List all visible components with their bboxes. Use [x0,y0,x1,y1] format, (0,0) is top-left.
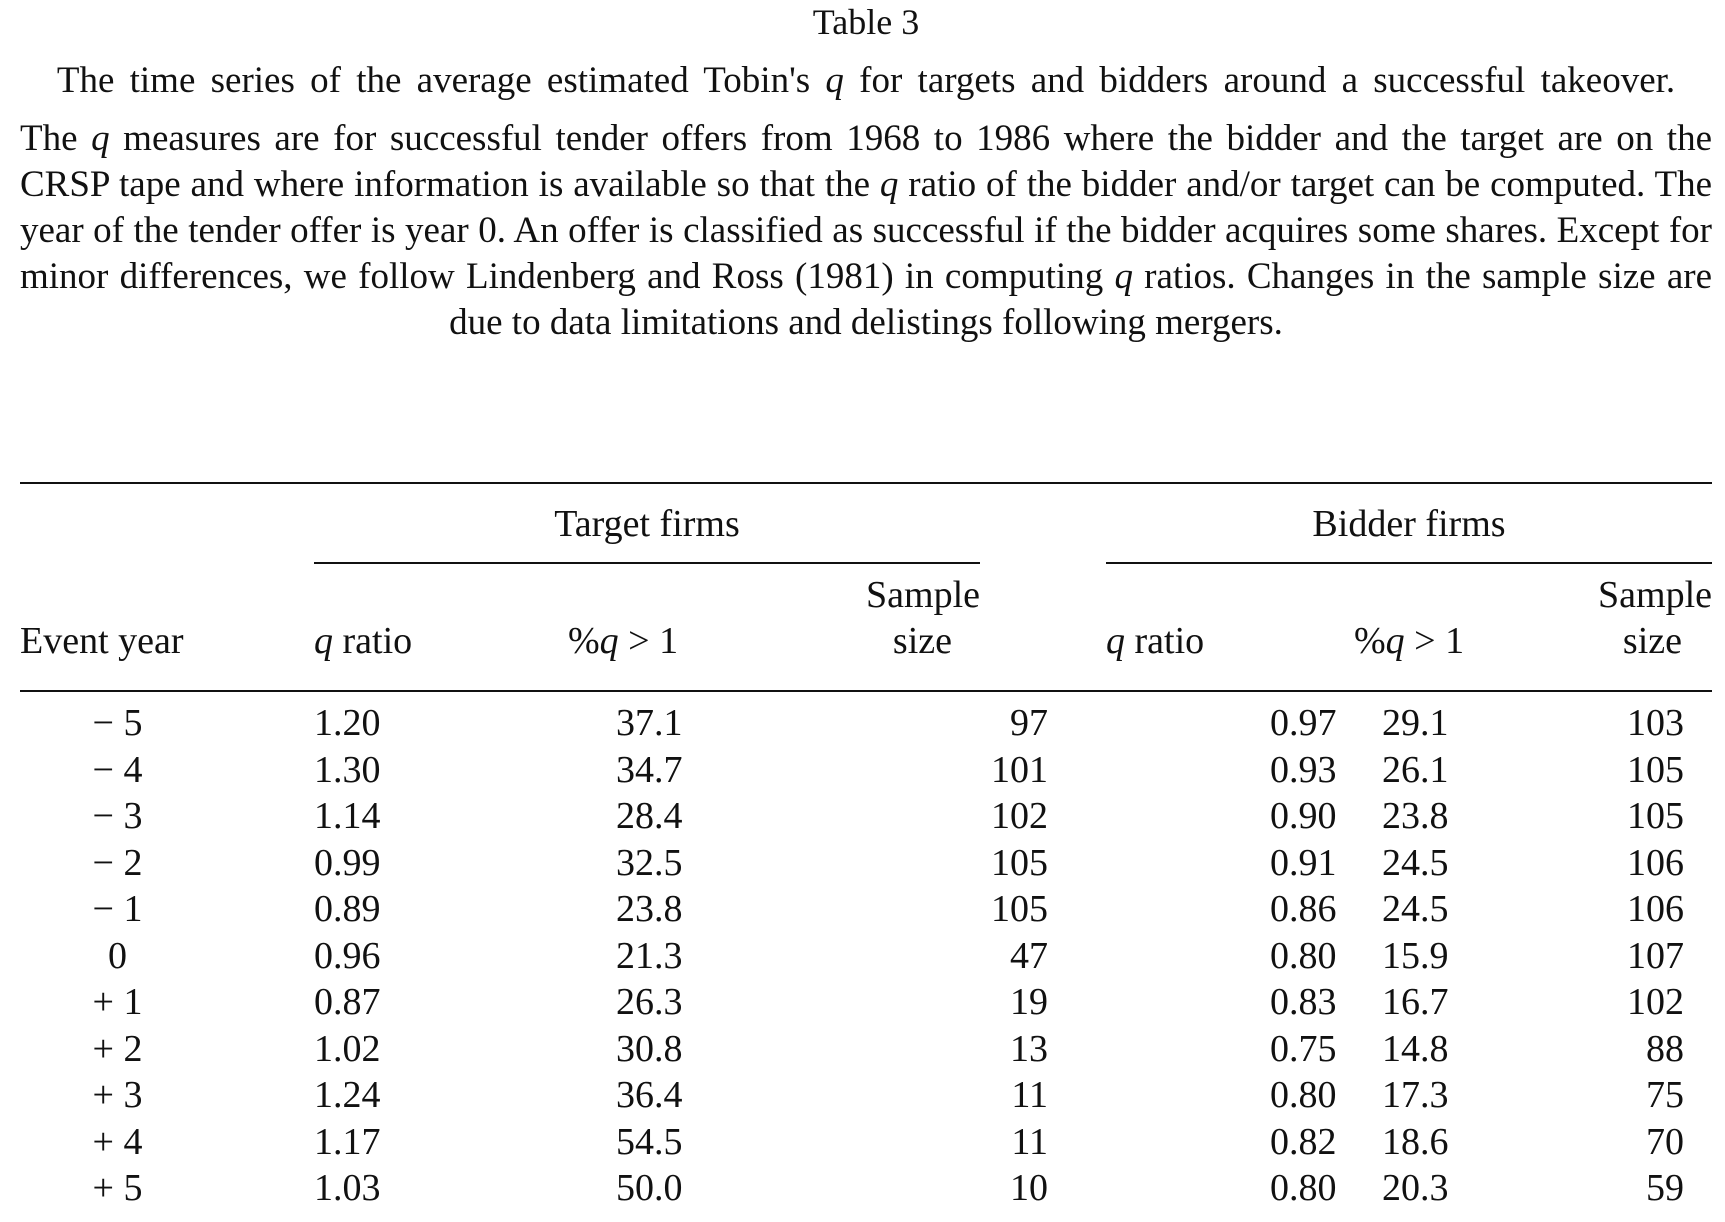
table-row [20,979,1712,1026]
bidder-sample-size-header [1532,572,1712,664]
table-row [20,886,1712,933]
spacer-cell [155,1026,314,1073]
caption-pre: The time series of the average estimated Tobin's [56,60,826,101]
event-year-header: Event year [20,620,184,662]
target-sample-size-cell: 19 [1010,981,1048,1024]
bidder-q-ratio-cell: 0.80 [1270,1074,1337,1117]
bidder-ratio-label: ratio [1125,620,1205,662]
bidder-sample-size-cell: 106 [1627,888,1684,931]
description-part-2: measures are for successful tender offers from 1968 to 1986 where the bidder and the target are on the CRSP tape and where information is available so that the [20,118,1713,205]
target-pct-q-gt-1-cell: 32.5 [616,841,683,884]
target-q-ratio-cell: 1.14 [314,795,381,838]
bidder-pct-sign: % [1354,620,1386,662]
description-part-4: ratios. Changes in the sample size are due to data limitations and delistings following mergers. [449,256,1712,343]
table-row [20,1072,1712,1119]
paper-page [20,0,1713,1210]
bidder-sample-size-cell: 70 [1646,1120,1684,1163]
bidder-q-ratio-cell: 0.91 [1270,841,1337,884]
target-sample-size-cell: 13 [1010,1027,1048,1070]
table-body [20,700,1712,1212]
bidder-sample-size-cell: 59 [1646,1167,1684,1210]
spacer-cell [155,840,314,887]
bidder-q-ratio-cell: 0.97 [1270,702,1337,745]
bidder-pct-q-gt-1-cell: 29.1 [1382,702,1449,745]
bidder-pct-q-gt-1-cell: 14.8 [1382,1027,1449,1070]
spacer-cell [155,933,314,980]
target-firms-rule [314,562,980,564]
event-year-cell: + 2 [92,1027,143,1070]
event-year-cell: − 3 [92,795,143,838]
target-firms-header: Target firms [554,503,740,545]
event-year-cell: − 4 [92,748,143,791]
description-q-symbol-3: q [1114,256,1133,297]
target-q-ratio-cell: 1.24 [314,1074,381,1117]
bidder-sample-size-cell: 103 [1627,702,1684,745]
target-pct-q-gt-1-cell: 26.3 [616,981,683,1024]
table-row [20,747,1712,794]
target-pct-sign: % [568,620,600,662]
target-pct-q-gt-1-cell: 28.4 [616,795,683,838]
event-year-cell: + 5 [92,1167,143,1210]
target-size-label: size [892,620,952,662]
bidder-sample-size-cell: 105 [1627,748,1684,791]
bidder-sample-size-cell: 88 [1646,1027,1684,1070]
q-ratio-table [20,700,1712,1212]
spacer-cell [155,886,314,933]
table-row [20,1026,1712,1073]
target-pct-q-symbol: q [599,620,619,662]
table-label: Table 3 [812,2,920,42]
target-sample-size-cell: 11 [1011,1074,1048,1117]
bidder-pct-q-gt-1-cell: 24.5 [1382,888,1449,931]
target-sample-size-cell: 11 [1011,1120,1048,1163]
target-pct-q-gt-1-cell: 54.5 [616,1120,683,1163]
target-sample-size-header [800,572,980,664]
target-q-symbol: q [314,620,333,662]
target-pct-q-gt-1-cell: 36.4 [616,1074,683,1117]
table-row [20,700,1712,747]
description-part-3: ratio of the bidder and/or target can be computed. The year of the tender offer is year 0. An offer is classified as successful if the bidder acquires some shares. Except for minor differences, we follow Lindenberg and Ross (1981) in computing [20,164,1712,297]
target-sample-size-cell: 105 [991,888,1048,931]
target-q-ratio-cell: 1.02 [314,1027,381,1070]
bidder-pct-q-gt-1-cell: 17.3 [1382,1074,1449,1117]
table-row [20,840,1712,887]
bidder-q-ratio-cell: 0.82 [1270,1120,1337,1163]
target-sample-label: Sample [866,574,980,616]
target-q-ratio-cell: 1.20 [314,702,381,745]
bidder-pct-q-symbol: q [1385,620,1405,662]
target-sample-size-cell: 102 [991,795,1048,838]
caption-q-symbol: q [825,60,844,101]
bidder-q-ratio-cell: 0.75 [1270,1027,1337,1070]
target-pct-q-gt-1-cell: 23.8 [616,888,683,931]
bidder-sample-size-cell: 107 [1627,934,1684,977]
bidder-q-ratio-header [1106,618,1204,664]
event-year-cell: + 4 [92,1120,143,1163]
bidder-q-ratio-cell: 0.83 [1270,981,1337,1024]
bidder-q-ratio-cell: 0.80 [1270,1167,1337,1210]
target-q-ratio-header [314,618,412,664]
target-pct-q-gt-1-cell: 34.7 [616,748,683,791]
spacer-cell [155,979,314,1026]
bidder-sample-size-cell: 105 [1627,795,1684,838]
target-q-ratio-cell: 0.87 [314,981,381,1024]
target-sample-size-cell: 97 [1010,702,1048,745]
description-q-symbol-2: q [879,164,899,205]
bidder-pct-header [1354,618,1464,664]
event-year-cell: 0 [108,934,127,977]
target-sample-size-cell: 105 [991,841,1048,884]
spacer-cell [155,1072,314,1119]
caption-post: for targets and bidders around a successful takeover. [843,60,1676,101]
target-q-ratio-cell: 0.96 [314,934,381,977]
event-year-cell: + 3 [92,1074,143,1117]
bidder-pct-q-gt-1-cell: 24.5 [1382,841,1449,884]
target-sample-size-cell: 101 [991,748,1048,791]
target-pct-q-gt-1-cell: 21.3 [616,934,683,977]
target-q-ratio-cell: 1.03 [314,1167,381,1210]
target-pct-header [568,618,678,664]
bidder-sample-size-cell: 102 [1627,981,1684,1024]
target-sample-size-cell: 10 [1010,1167,1048,1210]
description-q-symbol-1: q [91,118,110,159]
event-year-cell: − 5 [92,702,143,745]
target-q-ratio-cell: 0.89 [314,888,381,931]
spacer-cell [155,700,314,747]
bidder-pct-q-gt-1-cell: 26.1 [1382,748,1449,791]
bidder-pct-q-gt-1-cell: 20.3 [1382,1167,1449,1210]
table-top-rule [20,482,1712,484]
bidder-firms-rule [1106,562,1712,564]
bidder-q-ratio-cell: 0.90 [1270,795,1337,838]
target-pct-gt-one: > 1 [618,620,679,662]
spacer-cell [155,1119,314,1166]
target-pct-q-gt-1-cell: 50.0 [616,1167,683,1210]
target-q-ratio-cell: 0.99 [314,841,381,884]
bidder-pct-q-gt-1-cell: 15.9 [1382,934,1449,977]
table-row [20,933,1712,980]
spacer-cell [155,793,314,840]
event-year-cell: + 1 [92,981,143,1024]
bidder-pct-q-gt-1-cell: 23.8 [1382,795,1449,838]
bidder-sample-label: Sample [1598,574,1712,616]
table-caption [20,58,1712,104]
bidder-q-ratio-cell: 0.86 [1270,888,1337,931]
bidder-pct-gt-one: > 1 [1404,620,1465,662]
event-year-cell: − 1 [92,888,143,931]
bidder-sample-size-cell: 106 [1627,841,1684,884]
table-header-rule [20,690,1712,692]
bidder-pct-q-gt-1-cell: 18.6 [1382,1120,1449,1163]
target-pct-q-gt-1-cell: 30.8 [616,1027,683,1070]
bidder-q-symbol: q [1106,620,1125,662]
target-sample-size-cell: 47 [1010,934,1048,977]
target-pct-q-gt-1-cell: 37.1 [616,702,683,745]
bidder-size-label: size [1622,620,1682,662]
spacer-cell [155,747,314,794]
target-q-ratio-cell: 1.17 [314,1120,381,1163]
bidder-sample-size-cell: 75 [1646,1074,1684,1117]
event-year-cell: − 2 [92,841,143,884]
bidder-q-ratio-cell: 0.80 [1270,934,1337,977]
target-ratio-label: ratio [333,620,413,662]
target-q-ratio-cell: 1.30 [314,748,381,791]
bidder-firms-header: Bidder firms [1312,503,1506,545]
table-row [20,793,1712,840]
table-row [20,1165,1712,1212]
bidder-q-ratio-cell: 0.93 [1270,748,1337,791]
table-description [20,116,1712,346]
table-row [20,1119,1712,1166]
spacer-cell [155,1165,314,1212]
bidder-pct-q-gt-1-cell: 16.7 [1382,981,1449,1024]
description-part-1: The [20,118,92,159]
